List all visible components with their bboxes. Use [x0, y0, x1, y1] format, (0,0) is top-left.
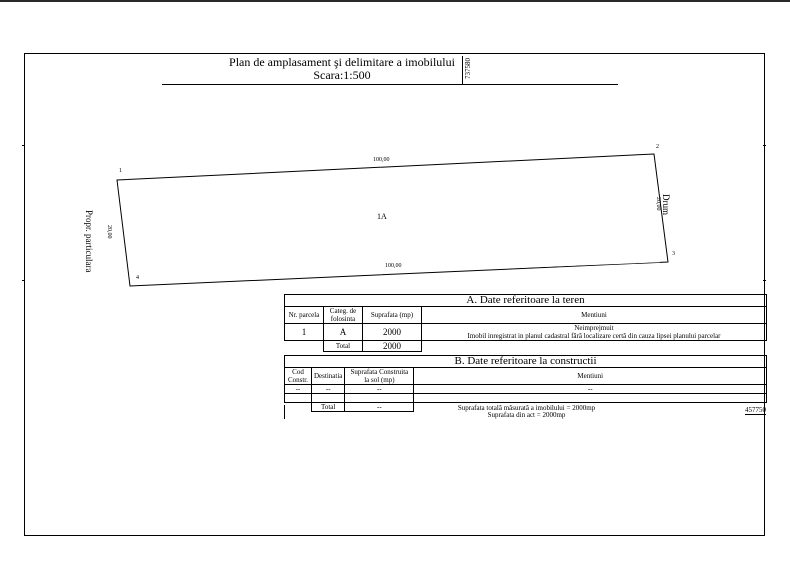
table-a-title: A. Date referitoare la teren: [285, 295, 767, 307]
mentiuni-line-1: Neimprejmuit: [574, 324, 614, 332]
side-length-bottom: 100,00: [385, 263, 402, 269]
deed-area-line: Suprafata din act = 2000mp: [487, 411, 566, 419]
table-b-title: B. Date referitoare la constructii: [285, 356, 767, 368]
side-length-west: 20,00: [106, 225, 112, 239]
neighbor-west-label: Propr. particulara: [84, 210, 94, 273]
side-length-east: 20,00: [655, 197, 661, 211]
total-value: 2000: [363, 341, 422, 352]
point-label-3: 3: [672, 251, 675, 257]
page-title: Plan de amplasament şi delimitare a imobilului: [229, 55, 455, 69]
cell-destinatia: --: [312, 385, 345, 394]
plot-scan-line: [360, 262, 660, 274]
cell-suprafata: 2000: [363, 324, 422, 341]
x-coordinate-label: 457750: [745, 406, 766, 414]
mentiuni-line-2: Imobil inregistrat in planul cadastral fără localizare certă din cauza lipsei planului parcelar: [467, 332, 721, 340]
y-coordinate-label: 737580: [464, 58, 472, 79]
cell-empty: [422, 341, 767, 352]
cell-mentiuni: --: [414, 385, 767, 394]
col-destinatia: Destinatia: [312, 368, 345, 385]
cell-mentiuni: [422, 324, 767, 341]
side-length-top: 100,00: [373, 157, 390, 163]
col-suprafata-construita: Suprafata Construita la sol (mp): [345, 368, 414, 385]
col-suprafata: Suprafata (mp): [363, 307, 422, 324]
land-data-table: [284, 294, 767, 352]
cell-nr: 1: [285, 324, 324, 341]
cell-suprafata: --: [345, 385, 414, 394]
cell-cod: --: [285, 385, 312, 394]
table-row: [285, 324, 767, 341]
col-nr-parcela: Nr. parcela: [285, 307, 324, 324]
cell-empty: [345, 394, 414, 403]
scale-label: Scara:1:500: [313, 68, 371, 82]
area-summary: [284, 405, 768, 419]
point-label-4: 4: [136, 275, 139, 281]
col-mentiuni: Mentiuni: [422, 307, 767, 324]
point-label-2: 2: [656, 144, 659, 150]
table-total-row: [285, 341, 767, 352]
cell-empty: [414, 394, 767, 403]
cell-empty: [285, 341, 324, 352]
total-label: Total: [324, 341, 363, 352]
cell-categ: A: [324, 324, 363, 341]
summary-text: [285, 405, 768, 419]
col-cod-constr: Cod Constr.: [285, 368, 312, 385]
cell-empty: [312, 394, 345, 403]
total-value: --: [345, 403, 414, 412]
cell-empty: [285, 394, 312, 403]
col-mentiuni: Mentiuni: [414, 368, 767, 385]
table-row: [285, 385, 767, 394]
col-categ-folosinta: Categ. de folosinta: [324, 307, 363, 324]
total-area-line: Suprafata totală măsurată a imobilului = 2000mp: [457, 404, 596, 412]
table-row: [285, 394, 767, 403]
point-label-1: 1: [119, 168, 122, 174]
neighbor-east-label: Drum: [661, 194, 671, 215]
parcel-label: 1A: [377, 212, 387, 221]
total-label: Total: [312, 403, 345, 412]
